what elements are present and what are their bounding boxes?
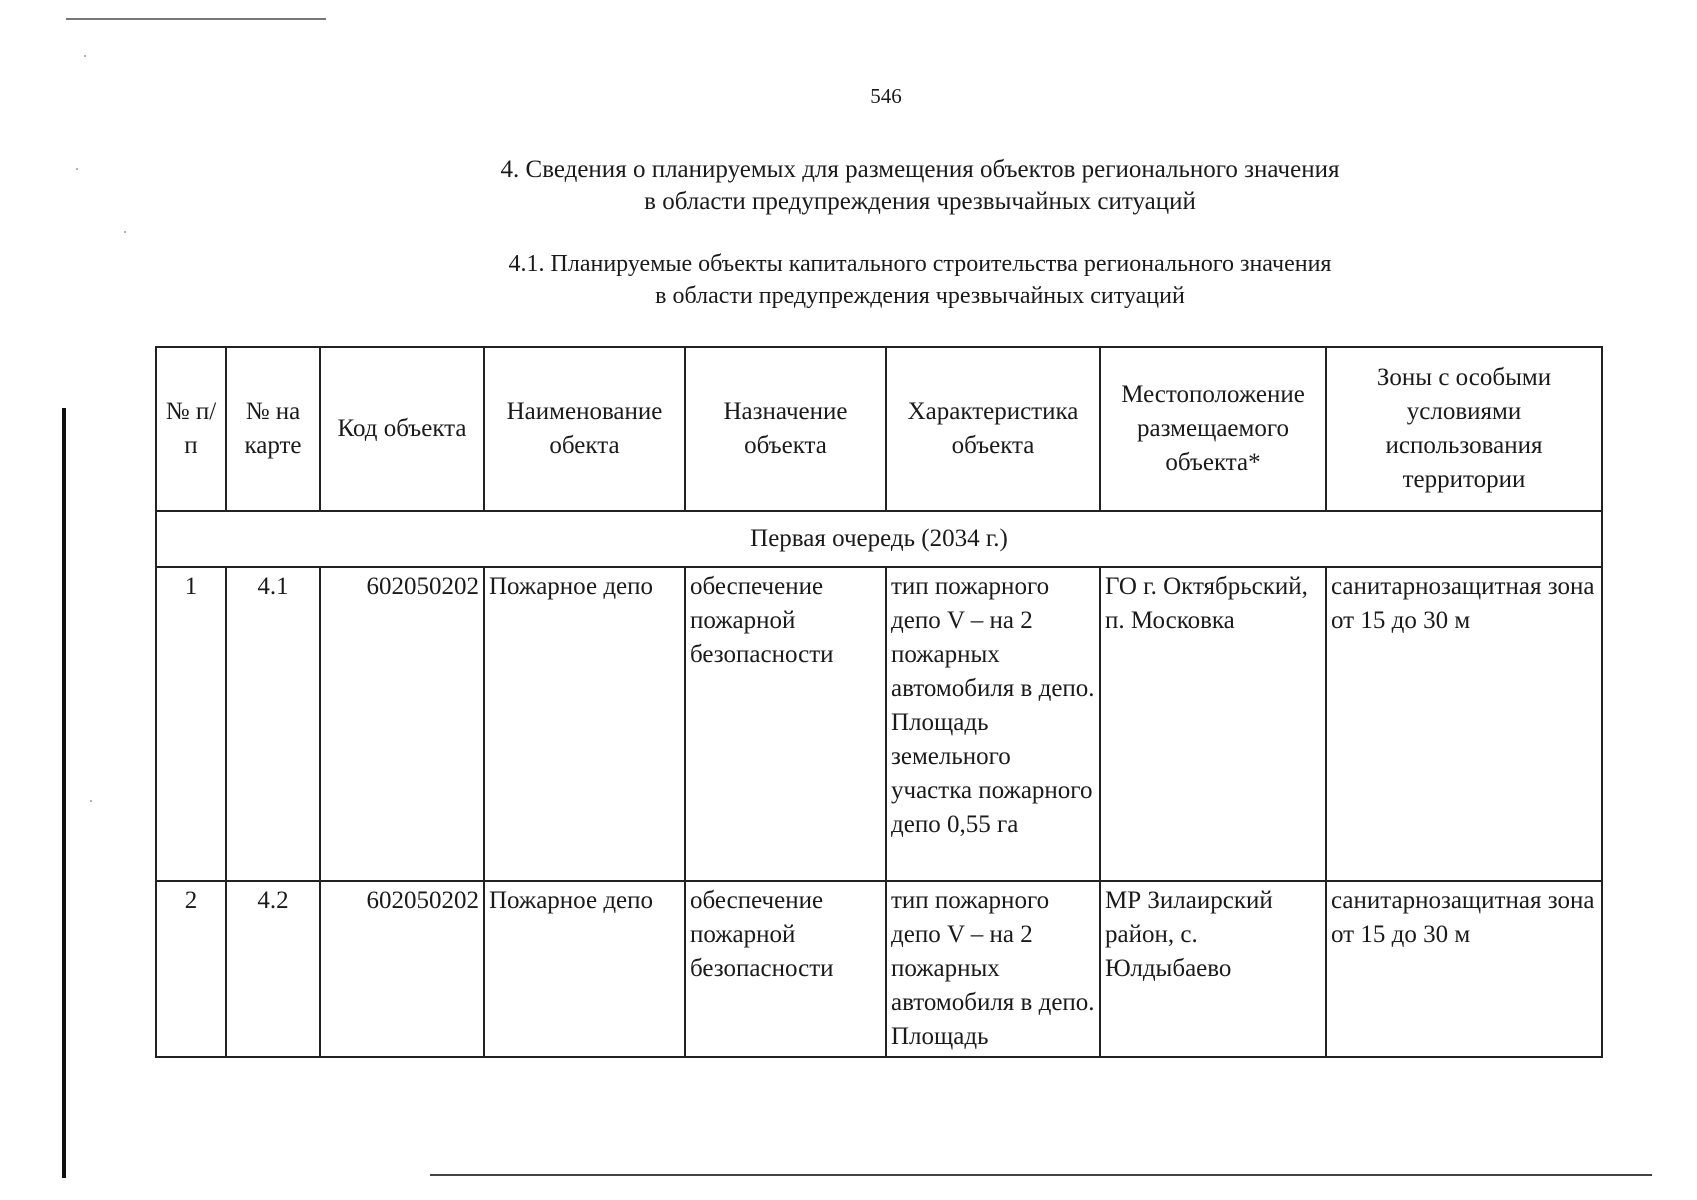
cell-num: 2 [156,881,226,1057]
table-header-row [156,347,1602,511]
cell-code: 602050202 [320,881,484,1057]
header-characteristic: Характеристика объекта [886,347,1100,511]
section-title-line-2: в области предупреждения чрезвычайных ситуаций [644,188,1196,215]
cell-map-num: 4.1 [226,567,320,881]
cell-code: 602050202 [320,567,484,881]
cell-name: Пожарное депо [484,567,685,881]
cell-location: МР Зилаирский район, с. Юлдыбаево [1100,881,1326,1057]
cell-purpose: обеспечение пожарной безопасности [685,567,886,881]
table-row [156,567,1602,881]
cell-purpose: обеспечение пожарной безопасности [685,881,886,1057]
cell-zones: санитарнозащитная зона от 15 до 30 м [1326,567,1602,881]
cell-location: ГО г. Октябрьский, п. Московка [1100,567,1326,881]
cell-characteristic: тип пожарного депо V – на 2 пожарных автомобиля в депо. Площадь [886,881,1100,1057]
header-purpose: Назначение объекта [685,347,886,511]
header-zones: Зоны с особыми условиями использования территории [1326,347,1602,511]
table-row [156,881,1602,1057]
top-scan-rule [66,18,326,20]
scan-speck [84,55,86,57]
subsection-title-line-2: в области предупреждения чрезвычайных ситуаций [655,283,1185,309]
group-row [156,511,1602,567]
bottom-scan-rule [430,1174,1652,1176]
cell-map-num: 4.2 [226,881,320,1057]
scan-speck [90,800,92,802]
cell-num: 1 [156,567,226,881]
header-map-num: № на карте [226,347,320,511]
planned-objects-table [155,346,1603,1058]
subsection-title [460,248,1380,312]
header-name: Наименование обекта [484,347,685,511]
cell-name: Пожарное депо [484,881,685,1057]
cell-characteristic: тип пожарного депо V – на 2 пожарных автомобиля в депо. Площадь земельного участка пожарного депо 0,55 га [886,567,1100,881]
header-code: Код объекта [320,347,484,511]
page-number: 546 [870,84,902,108]
scan-speck [124,231,126,233]
header-num: № п/п [156,347,226,511]
group-label: Первая очередь (2034 г.) [156,511,1602,567]
cell-zones: санитарнозащитная зона от 15 до 30 м [1326,881,1602,1057]
header-location: Местоположение размещаемого объекта* [1100,347,1326,511]
scan-speck [76,168,78,170]
left-margin-scan-line [62,408,66,1178]
section-title-line-1: 4. Сведения о планируемых для размещения объектов регионального значения [500,156,1340,183]
section-title [440,154,1400,218]
subsection-title-line-1: 4.1. Планируемые объекты капитального строительства регионального значения [508,251,1332,277]
